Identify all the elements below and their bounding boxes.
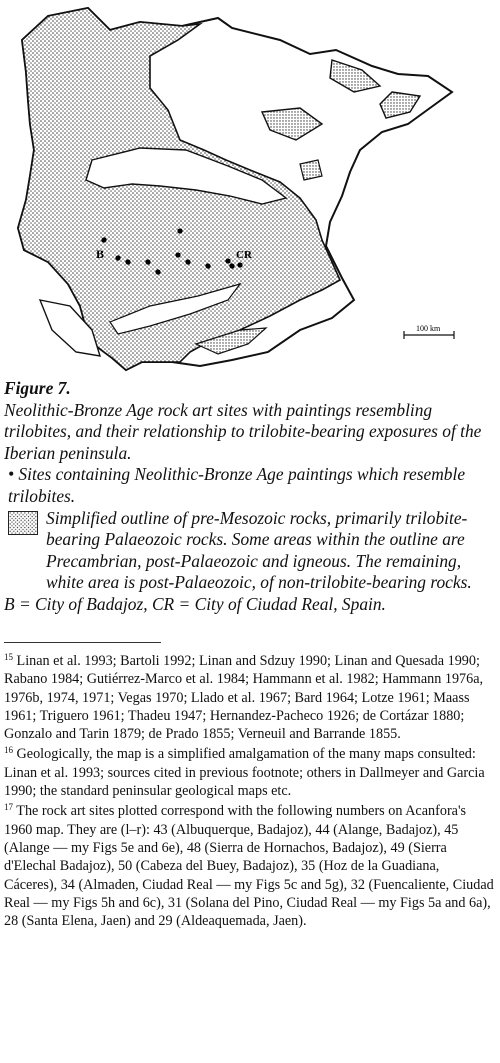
stipple-swatch [8, 511, 38, 535]
scale-bar [404, 324, 454, 339]
footnote-divider [4, 642, 161, 643]
scale-label: 100 km [416, 324, 441, 333]
site-dot [205, 263, 210, 268]
site-dot [185, 259, 190, 264]
site-dot [101, 237, 106, 242]
badajoz-label: B [96, 247, 105, 261]
footnote-16: $^{16}$ Geologically, the map is a simplified amalgamation of the many maps consulted: Linan et al. 1993; sources cited in previous footnote; others in Dallmeyer and Garcia 1990; the standard peninsular geological maps etc. [4, 745, 485, 800]
footnote-15: $^{15}$ Linan et al. 1993; Bartoli 1992; Linan and Sdzuy 1990; Linan and Quesada 1990; Rabano 1984; Gutiérrez-Marco et al. 1984; Hammann et al. 1982; Hammann 1976a, 1976b, 1974, 1971; Vegas 1970; Llado et al. 1967; Bard 1964; Lotze 1961; Maass 1961; Triguero 1961; Thadeu 1947; Hernandez-Pacheco 1926; de Cortázar 1880; Gonzalo and Tarin 1879; de Prado 1855; Verneuil and Barrande 1855. [4, 652, 484, 743]
site-dot [177, 228, 182, 233]
abbreviations: B = City of Badajoz, CR = City of Ciudad Real, Spain. [4, 593, 386, 614]
site-dot [237, 262, 242, 267]
iberian-range-exposure-2 [300, 160, 322, 180]
shade-legend-row [4, 508, 496, 594]
site-dot [125, 259, 130, 264]
figure-title: Neolithic-Bronze Age rock art sites with paintings resembling trilobites, and their relationship to trilobite-bearing exposures of the Iberian peninsula. [4, 399, 482, 463]
site-dot [145, 259, 150, 264]
site-dot [225, 258, 230, 263]
bullet-legend: • Sites containing Neolithic-Bronze Age paintings which resemble trilobites. [8, 464, 466, 506]
footnote-17: $^{17}$ The rock art sites plotted correspond with the following numbers on Acanfora's 1960 map. They are (l–r): 43 (Albuquerque, Badajoz), 44 (Alange, Badajoz), 45 (Alange — my Figs 5e and 6e), 48 (Sierra de Hornachos, Badajoz), 49 (Sierra d'Elechal Badajoz), 50 (Cabeza del Buey, Badajoz), 35 (Hoz de la Guadiana, Cáceres), 34 (Almaden, Ciudad Real — my Figs 5c and 5g), 32 (Fuencaliente, Ciudad Real — my Figs 5h and 6c), 31 (Solana del Pino, Ciudad Real — my Figs 5a and 6a), 28 (Santa Elena, Jaen) and 29 (Aldeaquemada, Jaen). [4, 802, 494, 930]
site-dot [155, 269, 160, 274]
site-dot [175, 252, 180, 257]
site-dot [229, 263, 234, 268]
footnotes [4, 652, 496, 932]
iberia-geology-map [0, 0, 500, 378]
figure-caption [4, 378, 496, 616]
figure-label: Figure 7. [4, 378, 71, 398]
shade-legend: Simplified outline of pre-Mesozoic rocks, primarily trilobite-bearing Palaeozoic rocks. Some areas within the outline are Precambrian, post-Palaeozoic and igneous. The remaining, white area is post-Palaeozoic, of non-trilobite-bearing rocks. [46, 507, 472, 593]
site-dot [115, 255, 120, 260]
ciudad-real-label: CR [236, 249, 252, 261]
